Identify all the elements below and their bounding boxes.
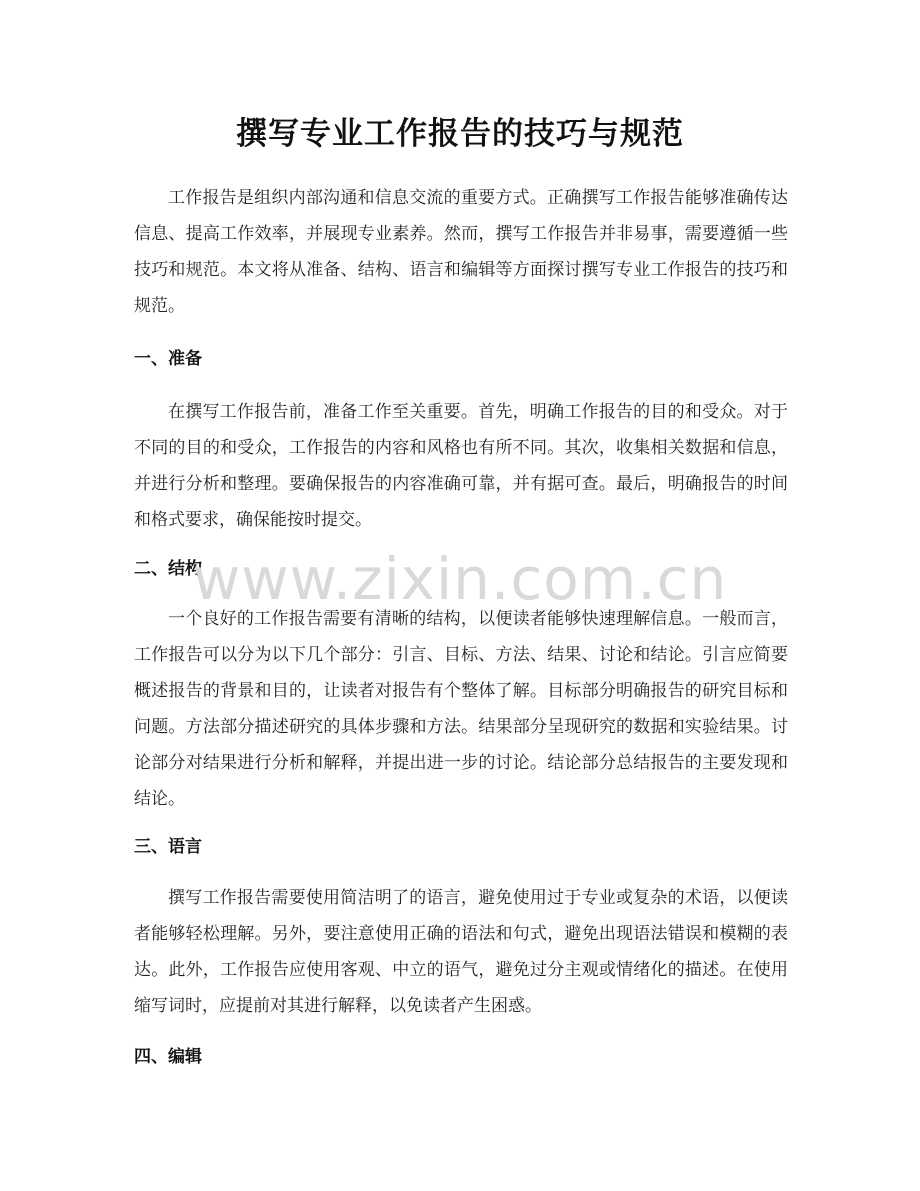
section-body-preparation: 在撰写工作报告前，准备工作至关重要。首先，明确工作报告的目的和受众。对于不同的目的和受众，工作报告的内容和风格也有所不同。其次，收集相关数据和信息，并进行分析和整理。要确保报告的内容准确可靠，并有据可查。最后，明确报告的时间和格式要求，确保能按时提交。 — [134, 402, 788, 530]
section-heading-preparation: 一、准备 — [134, 349, 202, 369]
intro-paragraph: 工作报告是组织内部沟通和信息交流的重要方式。正确撰写工作报告能够准确传达信息、提高工作效率，并展现专业素养。然而，撰写工作报告并非易事，需要遵循一些技巧和规范。本文将从准备、结构、语言和编辑等方面探讨撰写专业工作报告的技巧和规范。 — [134, 188, 788, 316]
section-heading-language: 三、语言 — [134, 837, 202, 857]
section-body-language: 撰写工作报告需要使用简洁明了的语言，避免使用过于专业或复杂的术语，以便读者能够轻松理解。另外，要注意使用正确的语法和句式，避免出现语法错误和模糊的表达。此外，工作报告应使用客观、中立的语气，避免过分主观或情绪化的描述。在使用缩写词时，应提前对其进行解释，以免读者产生困惑。 — [134, 888, 788, 1016]
section-heading-editing: 四、编辑 — [134, 1047, 202, 1067]
section-heading-structure: 二、结构 — [134, 559, 202, 579]
document-title: 撰写专业工作报告的技巧与规范 — [236, 116, 684, 152]
watermark-text: www.zixin.com.cn — [192, 545, 728, 613]
section-body-structure: 一个良好的工作报告需要有清晰的结构，以便读者能够快速理解信息。一般而言，工作报告可以分为以下几个部分：引言、目标、方法、结果、讨论和结论。引言应简要概述报告的背景和目的，让读者对报告有个整体了解。目标部分明确报告的研究目标和问题。方法部分描述研究的具体步骤和方法。结果部分呈现研究的数据和实验结果。讨论部分对结果进行分析和解释，并提出进一步的讨论。结论部分总结报告的主要发现和结论。 — [134, 609, 788, 809]
